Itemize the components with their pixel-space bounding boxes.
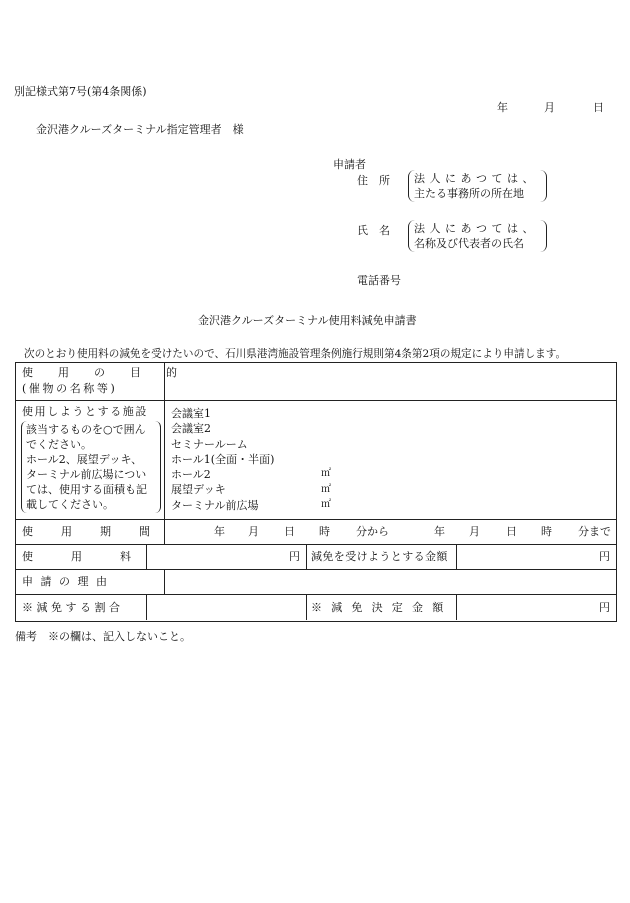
row-line: [16, 594, 616, 595]
application-table: [15, 362, 617, 622]
fee-label: [22, 550, 169, 564]
name-note-line-2: 名称及び代表者の氏名: [414, 237, 524, 250]
col-line: [306, 544, 307, 569]
address-note: [414, 171, 538, 201]
address-label: 住 所: [357, 174, 390, 187]
date-year: 年: [497, 101, 508, 114]
decision-yen: 円: [599, 601, 610, 614]
ratio-value[interactable]: [152, 599, 300, 617]
facility-option-meeting-room-1[interactable]: 会議室1: [171, 407, 211, 420]
facility-note-line: ては、使用する面積も記: [26, 483, 147, 496]
period-label: [22, 525, 178, 539]
period-to-minute: 分まで: [578, 525, 611, 538]
reduction-yen: 円: [599, 550, 610, 563]
reason-label: 申請の理由: [22, 575, 115, 588]
period-from-year: 年: [214, 525, 225, 538]
col-line: [306, 594, 307, 620]
facility-option-terminal-plaza[interactable]: ターミナル前広場: [171, 498, 259, 512]
area-unit-deck: ㎡: [321, 484, 331, 495]
ratio-label: ※減免する割合: [22, 601, 124, 614]
decision-label: ※減免決定金額: [311, 601, 453, 614]
facility-note-line: 該当するものを○で囲ん: [26, 423, 146, 436]
row-line: [16, 519, 616, 520]
row-line: [16, 544, 616, 545]
addressee: 金沢港クルーズターミナル指定管理者 様: [36, 123, 244, 136]
date-day: 日: [593, 101, 604, 114]
col-line: [164, 569, 165, 594]
form-number: 別記様式第7号(第4条関係): [14, 85, 147, 98]
period-label-text: 使用期間: [22, 525, 178, 538]
area-unit-plaza: ㎡: [321, 499, 331, 510]
name-note: [414, 221, 538, 251]
facility-option-observation-deck[interactable]: 展望デッキ: [171, 483, 226, 497]
reduction-amount-label: 減免を受けようとする金額: [311, 550, 448, 563]
decision-value[interactable]: [462, 601, 610, 615]
fee-value[interactable]: [152, 550, 300, 564]
address-note-line-2: 主たる事務所の所在地: [414, 187, 524, 200]
remark: 備考 ※の欄は、記入しないこと。: [15, 630, 191, 643]
col-line: [456, 544, 457, 569]
facility-note: [26, 422, 147, 512]
col-line: [164, 363, 165, 544]
period-from-hour: 時: [319, 525, 330, 538]
reduction-amount-value[interactable]: [462, 550, 610, 564]
name-note-line-1: 法人にあつては、: [414, 222, 538, 235]
document-title: 金沢港クルーズターミナル使用料減免申請書: [198, 314, 417, 327]
address-note-line-1: 法人にあつては、: [414, 172, 538, 185]
purpose-label: [22, 366, 184, 380]
facility-note-line: 載してください。: [26, 498, 114, 511]
name-label: 氏 名: [357, 224, 390, 237]
period-to-day: 日: [506, 525, 517, 538]
area-unit-hall-2: ㎡: [321, 468, 331, 479]
fee-yen: 円: [289, 550, 300, 563]
facility-note-line: ターミナル前広場につい: [26, 468, 147, 481]
period-to-month: 月: [469, 525, 480, 538]
phone-label: 電話番号: [357, 274, 401, 287]
facility-option-seminar-room[interactable]: セミナールーム: [171, 437, 248, 451]
facility-option-hall-2[interactable]: ホール2: [171, 468, 211, 482]
row-line: [16, 569, 616, 570]
intro-text: 次のとおり使用料の減免を受けたいので、石川県港湾施設管理条例施行規則第4条第2項の規定により申請します。: [24, 348, 567, 360]
facility-option-meeting-room-2[interactable]: 会議室2: [171, 422, 211, 436]
facility-options: [171, 406, 274, 513]
facility-label: 使用しようとする施設: [22, 405, 148, 418]
applicant-heading: 申請者: [333, 158, 366, 171]
facility-note-line: でください。: [26, 438, 92, 451]
period-from-day: 日: [284, 525, 295, 538]
col-line: [146, 594, 147, 620]
col-line: [456, 594, 457, 620]
period-from-minute: 分から: [356, 525, 389, 538]
reason-value[interactable]: [170, 573, 610, 591]
fee-label-text: 使用料: [22, 550, 169, 563]
purpose-label-sub: (催物の名称等): [22, 382, 118, 395]
row-line: [16, 400, 616, 401]
period-to-year: 年: [434, 525, 445, 538]
purpose-value[interactable]: [170, 367, 610, 395]
date-month: 月: [544, 101, 555, 114]
purpose-label-line-1: 使 用 の 目 的: [22, 366, 184, 379]
facility-option-hall-1[interactable]: ホール1(全面・半面): [171, 452, 275, 466]
facility-note-line: ホール2、展望デッキ、: [26, 453, 143, 466]
period-to-hour: 時: [541, 525, 552, 538]
period-from-month: 月: [248, 525, 259, 538]
